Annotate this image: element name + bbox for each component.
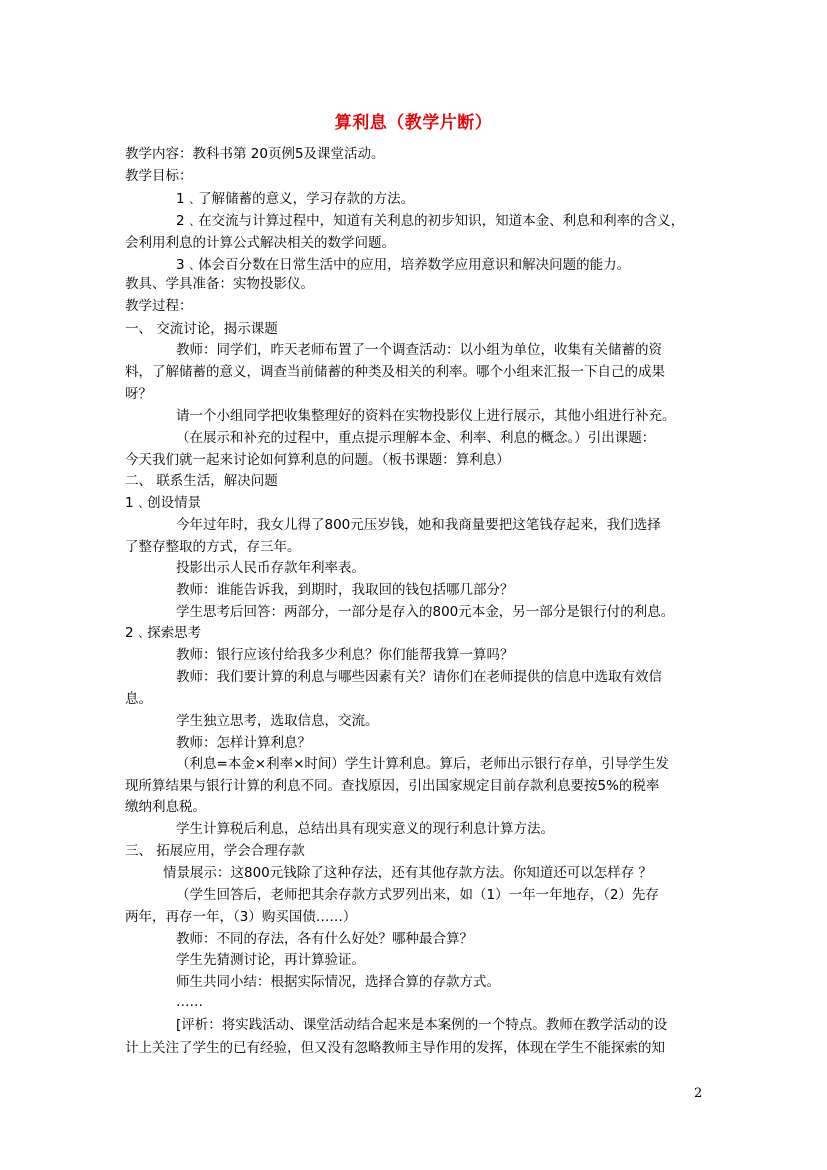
text-line: 教师：怎样计算利息？ — [176, 735, 311, 751]
text-line: 教师：不同的存法，各有什么好处？哪种最合算？ — [176, 931, 473, 947]
text-line: 计上关注了学生的已有经验，但又没有忽略教师主导作用的发挥，体现在学生不能探索的知 — [125, 1040, 665, 1056]
section-heading: 二、 联系生活，解决问题 — [125, 473, 278, 489]
text-line: 教学过程： — [125, 298, 193, 314]
text-line: …… — [176, 994, 203, 1010]
text-line: （学生回答后，老师把其余存款方式罗列出来，如（1）一年一年地存，（2）先存 — [176, 887, 659, 903]
text-line: （在展示和补充的过程中，重点提示理解本金、利率、利息的概念。）引出课题： — [176, 430, 656, 446]
subsection-heading: 1﹑创设情景 — [125, 495, 202, 511]
text-line: 今年过年时，我女儿得了800元压岁钱，她和我商量要把这笔钱存起来，我们选择 — [176, 517, 661, 533]
text-line: （利息=本金×利率×时间）学生计算利息。算后，老师出示银行存单，引导学生发 — [176, 756, 669, 772]
text-line: 学生先猜测讨论，再计算验证。 — [176, 952, 365, 968]
text-line: 教师：谁能告诉我，到期时，我取回的钱包括哪几部分？ — [176, 582, 514, 598]
subsection-heading: 2﹑探索思考 — [125, 625, 202, 641]
text-line: 教师：银行应该付给我多少利息？你们能帮我算一算吗？ — [176, 647, 514, 663]
text-line: 缴纳利息税。 — [125, 799, 206, 815]
document-title: 算利息（教学片断） — [334, 113, 493, 133]
text-line: 情景展示：这800元钱除了这种存法，还有其他存款方法。你知道还可以怎样存 ？ — [163, 865, 653, 881]
text-line: 会利用利息的计算公式解决相关的数学问题。 — [125, 235, 395, 251]
text-line: 教师：我们要计算的利息与哪些因素有关？请你们在老师提供的信息中选取有效信 — [176, 669, 662, 685]
text-line: 呀？ — [125, 386, 152, 402]
text-line: 两年，再存一年，（3）购买国债……） — [125, 909, 357, 925]
text-line: 料，了解储蓄的意义，调查当前储蓄的种类及相关的利率。哪个小组来汇报一下自己的成果 — [125, 364, 665, 380]
text-line: 了整存整取的方式，存三年。 — [125, 539, 301, 555]
text-line: 教师：同学们，昨天老师布置了一个调查活动：以小组为单位，收集有关储蓄的资 — [176, 342, 662, 358]
text-line: 1﹑了解储蓄的意义，学习存款的方法。 — [176, 191, 415, 207]
section-heading: 一、 交流讨论，揭示课题 — [125, 321, 278, 337]
text-line: 现所算结果与银行计算的利息不同。查找原因，引出国家规定目前存款利息要按5%的税率 — [125, 778, 660, 794]
text-line: 3﹑体会百分数在日常生活中的应用，培养数学应用意识和解决问题的能力。 — [176, 257, 631, 273]
text-line: 教学目标： — [125, 168, 193, 184]
text-line: [评析：将实践活动、课堂活动结合起来是本案例的一个特点。教师在教学活动的设 — [176, 1017, 668, 1033]
text-line: 教学内容：教科书第 20页例5及课堂活动。 — [125, 146, 385, 162]
text-line: 请一个小组同学把收集整理好的资料在实物投影仪上进行展示，其他小组进行补充。 — [176, 408, 676, 424]
text-line: 息。 — [125, 691, 152, 707]
text-line: 学生思考后回答：两部分，一部分是存入的800元本金，另一部分是银行付的利息。 — [176, 604, 675, 620]
text-line: 学生计算税后利息，总结出具有现实意义的现行利息计算方法。 — [176, 821, 554, 837]
page-number: 2 — [694, 1086, 703, 1101]
text-line: 学生独立思考，选取信息，交流。 — [176, 713, 379, 729]
section-heading: 三、 拓展应用，学会合理存款 — [125, 843, 305, 859]
text-line: 师生共同小结：根据实际情况，选择合算的存款方式。 — [176, 974, 500, 990]
text-line: 2﹑在交流与计算过程中，知道有关利息的初步知识，知道本金、利息和利率的含义， — [176, 213, 685, 229]
text-line: 今天我们就一起来讨论如何算利息的问题。（板书课题：算利息） — [125, 452, 510, 468]
text-line: 投影出示人民币存款年利率表。 — [176, 560, 365, 576]
text-line: 教具、学具准备：实物投影仪。 — [125, 276, 314, 292]
